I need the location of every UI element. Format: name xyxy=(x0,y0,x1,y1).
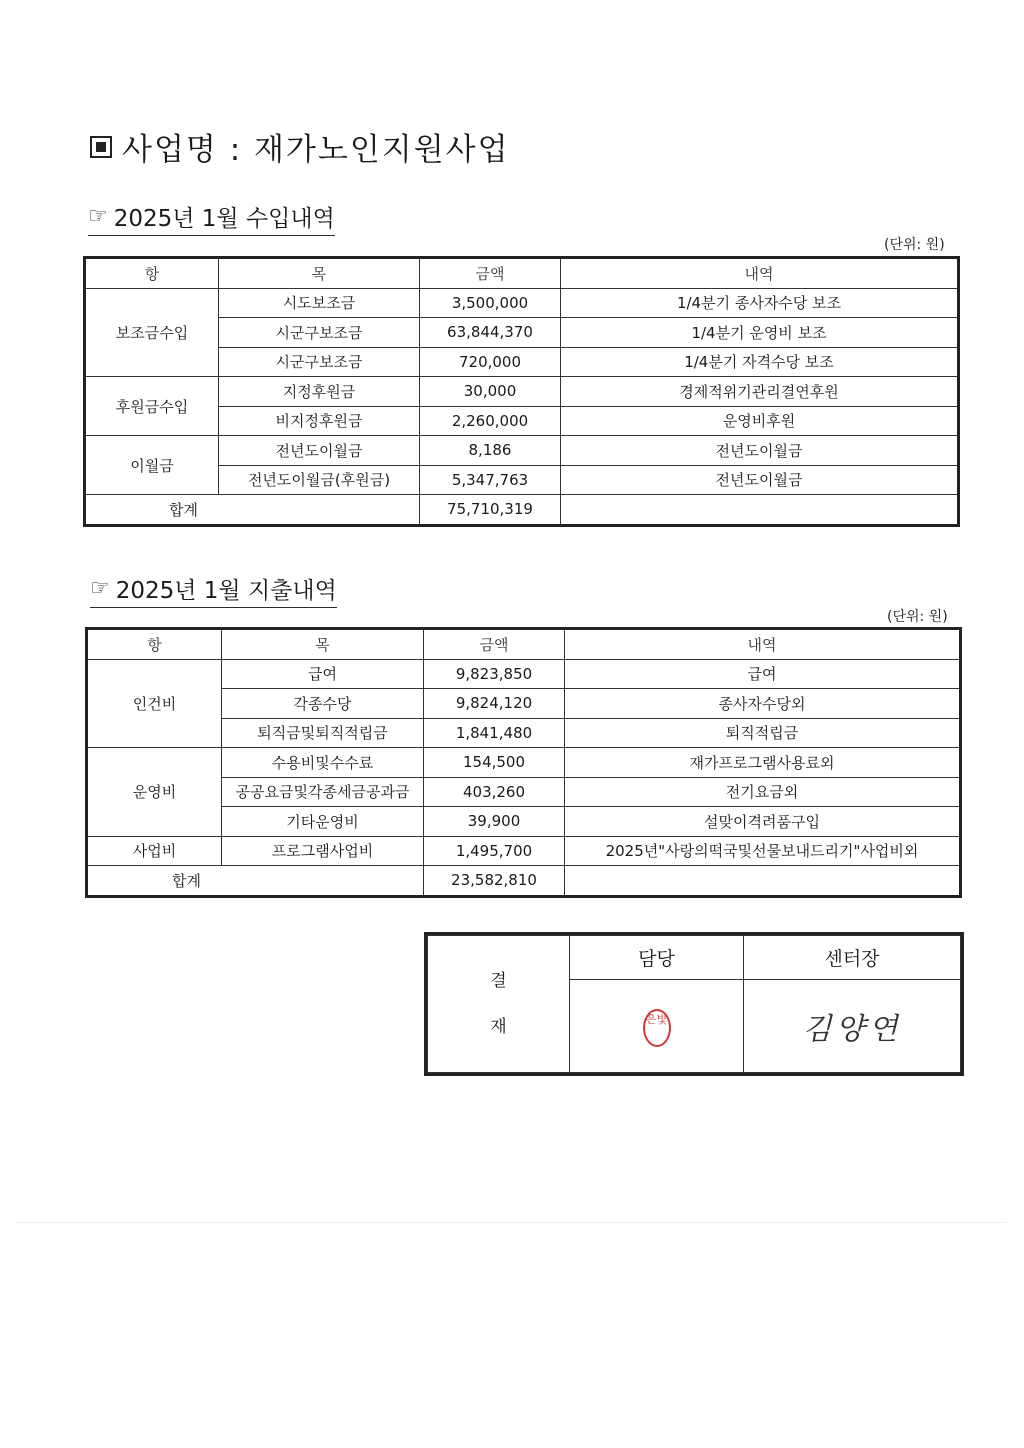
column-header: 목 xyxy=(222,629,424,660)
desc-cell: 1/4분기 종사자수당 보조 xyxy=(561,288,959,318)
total-label: 합계 xyxy=(87,866,424,897)
desc-cell: 퇴직적립금 xyxy=(565,718,961,748)
page-title-text: 사업명 : 재가노인지원사업 xyxy=(122,132,510,168)
total-amount: 75,710,319 xyxy=(420,495,561,526)
column-header: 금액 xyxy=(424,629,565,660)
amount-cell: 154,500 xyxy=(424,748,565,778)
column-header: 내역 xyxy=(565,629,961,660)
expense-heading xyxy=(90,572,337,608)
desc-cell: 전년도이월금 xyxy=(561,465,959,495)
total-desc-empty xyxy=(565,866,961,897)
column-header: 목 xyxy=(219,258,420,289)
amount-cell: 3,500,000 xyxy=(420,288,561,318)
income-heading xyxy=(88,200,335,236)
expense-heading-text: 2025년 1월 지출내역 xyxy=(115,578,337,604)
desc-cell: 2025년"사랑의떡국및선물보내드리기"사업비외 xyxy=(565,836,961,866)
header-row xyxy=(85,258,959,289)
column-header: 항 xyxy=(87,629,222,660)
square-bullet-icon xyxy=(90,136,112,158)
item-cell: 프로그램사업비 xyxy=(222,836,424,866)
column-header: 항 xyxy=(85,258,219,289)
pointing-hand-icon: ☞ xyxy=(90,576,110,601)
total-row xyxy=(85,495,959,526)
item-cell: 공공요금및각종세금공과금 xyxy=(222,777,424,807)
desc-cell: 1/4분기 운영비 보조 xyxy=(561,318,959,348)
pointing-hand-icon: ☞ xyxy=(88,204,108,229)
item-cell: 시도보조금 xyxy=(219,288,420,318)
approval-label xyxy=(428,936,570,1073)
desc-cell: 재가프로그램사용료외 xyxy=(565,748,961,778)
column-header: 금액 xyxy=(420,258,561,289)
income-unit: (단위: 원) xyxy=(884,237,945,253)
expense-table xyxy=(85,627,962,898)
amount-cell: 9,823,850 xyxy=(424,659,565,689)
staff-seal-cell xyxy=(570,980,744,1073)
table-row xyxy=(85,436,959,466)
category-cell: 후원금수입 xyxy=(85,377,219,436)
table-row xyxy=(87,836,961,866)
income-heading-text: 2025년 1월 수입내역 xyxy=(113,206,335,232)
amount-cell: 403,260 xyxy=(424,777,565,807)
amount-cell: 8,186 xyxy=(420,436,561,466)
amount-cell: 5,347,763 xyxy=(420,465,561,495)
income-table xyxy=(83,256,960,527)
category-cell: 보조금수입 xyxy=(85,288,219,377)
category-cell: 사업비 xyxy=(87,836,222,866)
item-cell: 기타운영비 xyxy=(222,807,424,837)
seal-stamp: 은빛 xyxy=(643,1009,671,1047)
item-cell: 시군구보조금 xyxy=(219,318,420,348)
table-row xyxy=(87,748,961,778)
approval-label-top: 결 xyxy=(490,971,507,991)
table-row xyxy=(85,377,959,407)
expense-unit: (단위: 원) xyxy=(887,609,948,625)
scan-artifact-line xyxy=(16,1222,1006,1223)
header-row xyxy=(87,629,961,660)
approval-col-staff: 담당 xyxy=(570,936,744,980)
item-cell: 퇴직금및퇴직적립금 xyxy=(222,718,424,748)
approval-label-bottom: 재 xyxy=(490,1017,507,1037)
item-cell: 각종수당 xyxy=(222,689,424,719)
amount-cell: 9,824,120 xyxy=(424,689,565,719)
desc-cell: 전년도이월금 xyxy=(561,436,959,466)
amount-cell: 1,841,480 xyxy=(424,718,565,748)
item-cell: 전년도이월금(후원금) xyxy=(219,465,420,495)
table-row xyxy=(87,659,961,689)
total-desc-empty xyxy=(561,495,959,526)
category-cell: 이월금 xyxy=(85,436,219,495)
item-cell: 비지정후원금 xyxy=(219,406,420,436)
item-cell: 전년도이월금 xyxy=(219,436,420,466)
page-title xyxy=(90,124,510,169)
director-signature-cell xyxy=(744,980,961,1073)
column-header: 내역 xyxy=(561,258,959,289)
desc-cell: 급여 xyxy=(565,659,961,689)
desc-cell: 운영비후원 xyxy=(561,406,959,436)
amount-cell: 720,000 xyxy=(420,347,561,377)
desc-cell: 설맞이격려품구입 xyxy=(565,807,961,837)
total-label: 합계 xyxy=(85,495,420,526)
category-cell: 인건비 xyxy=(87,659,222,748)
total-amount: 23,582,810 xyxy=(424,866,565,897)
item-cell: 지정후원금 xyxy=(219,377,420,407)
amount-cell: 1,495,700 xyxy=(424,836,565,866)
total-row xyxy=(87,866,961,897)
amount-cell: 2,260,000 xyxy=(420,406,561,436)
desc-cell: 1/4분기 자격수당 보조 xyxy=(561,347,959,377)
desc-cell: 종사자수당외 xyxy=(565,689,961,719)
desc-cell: 경제적위기관리결연후원 xyxy=(561,377,959,407)
amount-cell: 39,900 xyxy=(424,807,565,837)
item-cell: 시군구보조금 xyxy=(219,347,420,377)
item-cell: 수용비및수수료 xyxy=(222,748,424,778)
amount-cell: 30,000 xyxy=(420,377,561,407)
desc-cell: 전기요금외 xyxy=(565,777,961,807)
approval-col-director: 센터장 xyxy=(744,936,961,980)
category-cell: 운영비 xyxy=(87,748,222,837)
table-row xyxy=(85,288,959,318)
item-cell: 급여 xyxy=(222,659,424,689)
amount-cell: 63,844,370 xyxy=(420,318,561,348)
approval-box xyxy=(424,932,964,1076)
director-signature: 김양연 xyxy=(802,1012,902,1047)
